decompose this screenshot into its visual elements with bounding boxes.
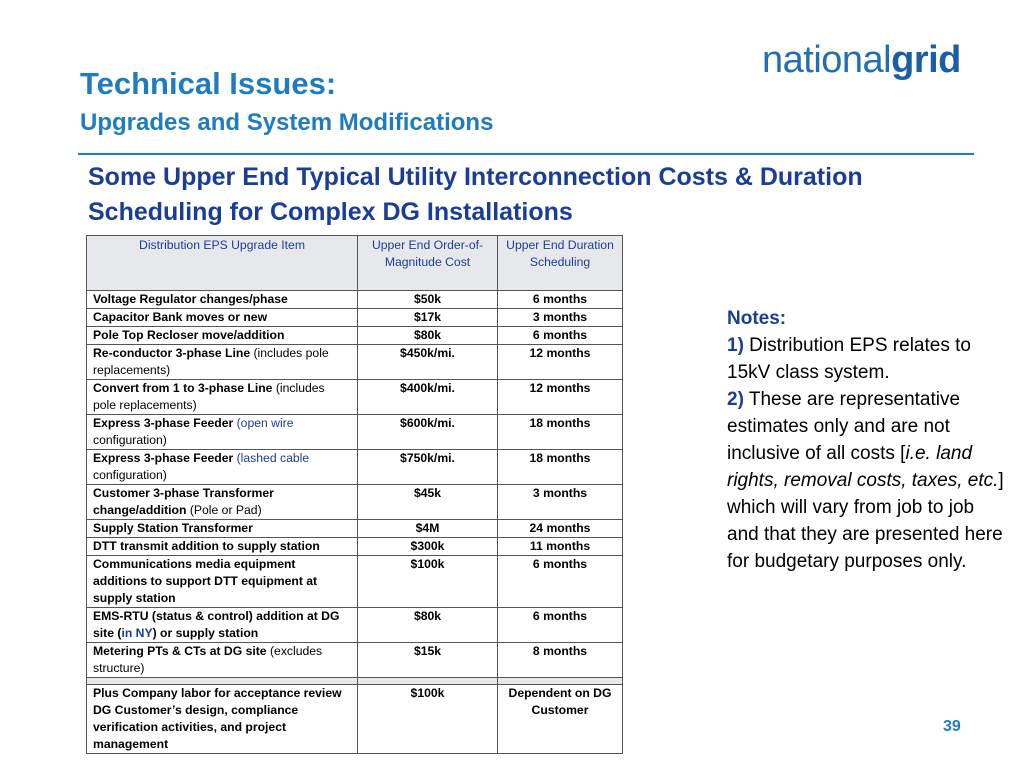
cost-cell: $300k: [358, 538, 498, 556]
notes-block: [727, 305, 1007, 575]
content-heading: Some Upper End Typical Utility Interconnection Costs & Duration Scheduling for Complex DG Installations: [88, 163, 863, 226]
duration-cell: Dependent on DG Customer: [498, 685, 623, 754]
table-row: [87, 415, 623, 450]
cost-cell: $4M: [358, 520, 498, 538]
cost-cell: $50k: [358, 291, 498, 309]
duration-cell: 18 months: [498, 415, 623, 450]
duration-cell: 11 months: [498, 538, 623, 556]
table-row: [87, 291, 623, 309]
item-cell: Plus Company labor for acceptance review DG Customer’s design, compliance verification activities, and project management: [87, 685, 358, 754]
cost-table: [86, 235, 623, 754]
table-row: [87, 538, 623, 556]
cost-cell: $17k: [358, 309, 498, 327]
table-row-final: [87, 685, 623, 754]
slide-subtitle: Upgrades and System Modifications: [80, 109, 494, 136]
note-2: 2) These are representative estimates only and are not inclusive of all costs [i.e. land rights, removal costs, taxes, etc.] which will vary from job to job and that they are presented here for budgetary purposes only.: [727, 389, 1004, 572]
slide-title: Technical Issues:: [80, 66, 337, 101]
duration-cell: 3 months: [498, 309, 623, 327]
item-cell: Pole Top Recloser move/addition: [87, 327, 358, 345]
item-cell: Customer 3-phase Transformer change/addition (Pole or Pad): [87, 485, 358, 520]
table-row: [87, 380, 623, 415]
cost-cell: $15k: [358, 643, 498, 678]
item-cell: Supply Station Transformer: [87, 520, 358, 538]
logo-light-text: national: [762, 39, 892, 81]
notes-heading: Notes:: [727, 308, 787, 329]
header-duration: Upper End Duration Scheduling: [498, 236, 623, 291]
table-row: [87, 327, 623, 345]
table-row: [87, 309, 623, 327]
cost-cell: $600k/mi.: [358, 415, 498, 450]
header-item: Distribution EPS Upgrade Item: [87, 236, 358, 291]
duration-cell: 6 months: [498, 556, 623, 608]
duration-cell: 8 months: [498, 643, 623, 678]
duration-cell: 12 months: [498, 345, 623, 380]
title-divider: [78, 153, 974, 155]
cost-cell: $400k/mi.: [358, 380, 498, 415]
item-cell: Communications media equipment additions to support DTT equipment at supply station: [87, 556, 358, 608]
duration-cell: 6 months: [498, 291, 623, 309]
table-row: [87, 608, 623, 643]
table-header-row: [87, 236, 623, 291]
item-cell: Re-conductor 3-phase Line (includes pole replacements): [87, 345, 358, 380]
item-cell: Capacitor Bank moves or new: [87, 309, 358, 327]
table-row: [87, 485, 623, 520]
item-cell: Convert from 1 to 3-phase Line (includes pole replacements): [87, 380, 358, 415]
cost-cell: $45k: [358, 485, 498, 520]
table-row: [87, 520, 623, 538]
duration-cell: 6 months: [498, 608, 623, 643]
item-cell: EMS-RTU (status & control) addition at DG site (in NY) or supply station: [87, 608, 358, 643]
duration-cell: 3 months: [498, 485, 623, 520]
item-cell: Metering PTs & CTs at DG site (excludes structure): [87, 643, 358, 678]
item-cell: Voltage Regulator changes/phase: [87, 291, 358, 309]
cost-cell: $80k: [358, 608, 498, 643]
page-number: 39: [943, 718, 961, 735]
table-row: [87, 643, 623, 678]
logo-bold-text: grid: [891, 39, 961, 81]
separator-row: [87, 678, 623, 685]
note-1: 1) Distribution EPS relates to 15kV class system.: [727, 335, 971, 383]
nationalgrid-logo: [762, 38, 961, 82]
table-row: [87, 345, 623, 380]
table-row: [87, 556, 623, 608]
cost-cell: $450k/mi.: [358, 345, 498, 380]
duration-cell: 18 months: [498, 450, 623, 485]
item-cell: DTT transmit addition to supply station: [87, 538, 358, 556]
duration-cell: 24 months: [498, 520, 623, 538]
table-row: [87, 450, 623, 485]
cost-cell: $80k: [358, 327, 498, 345]
item-cell: Express 3-phase Feeder (open wire configuration): [87, 415, 358, 450]
cost-cell: $750k/mi.: [358, 450, 498, 485]
item-cell: Express 3-phase Feeder (lashed cable configuration): [87, 450, 358, 485]
duration-cell: 6 months: [498, 327, 623, 345]
duration-cell: 12 months: [498, 380, 623, 415]
cost-cell: $100k: [358, 556, 498, 608]
header-cost: Upper End Order-of-Magnitude Cost: [358, 236, 498, 291]
cost-cell: $100k: [358, 685, 498, 754]
